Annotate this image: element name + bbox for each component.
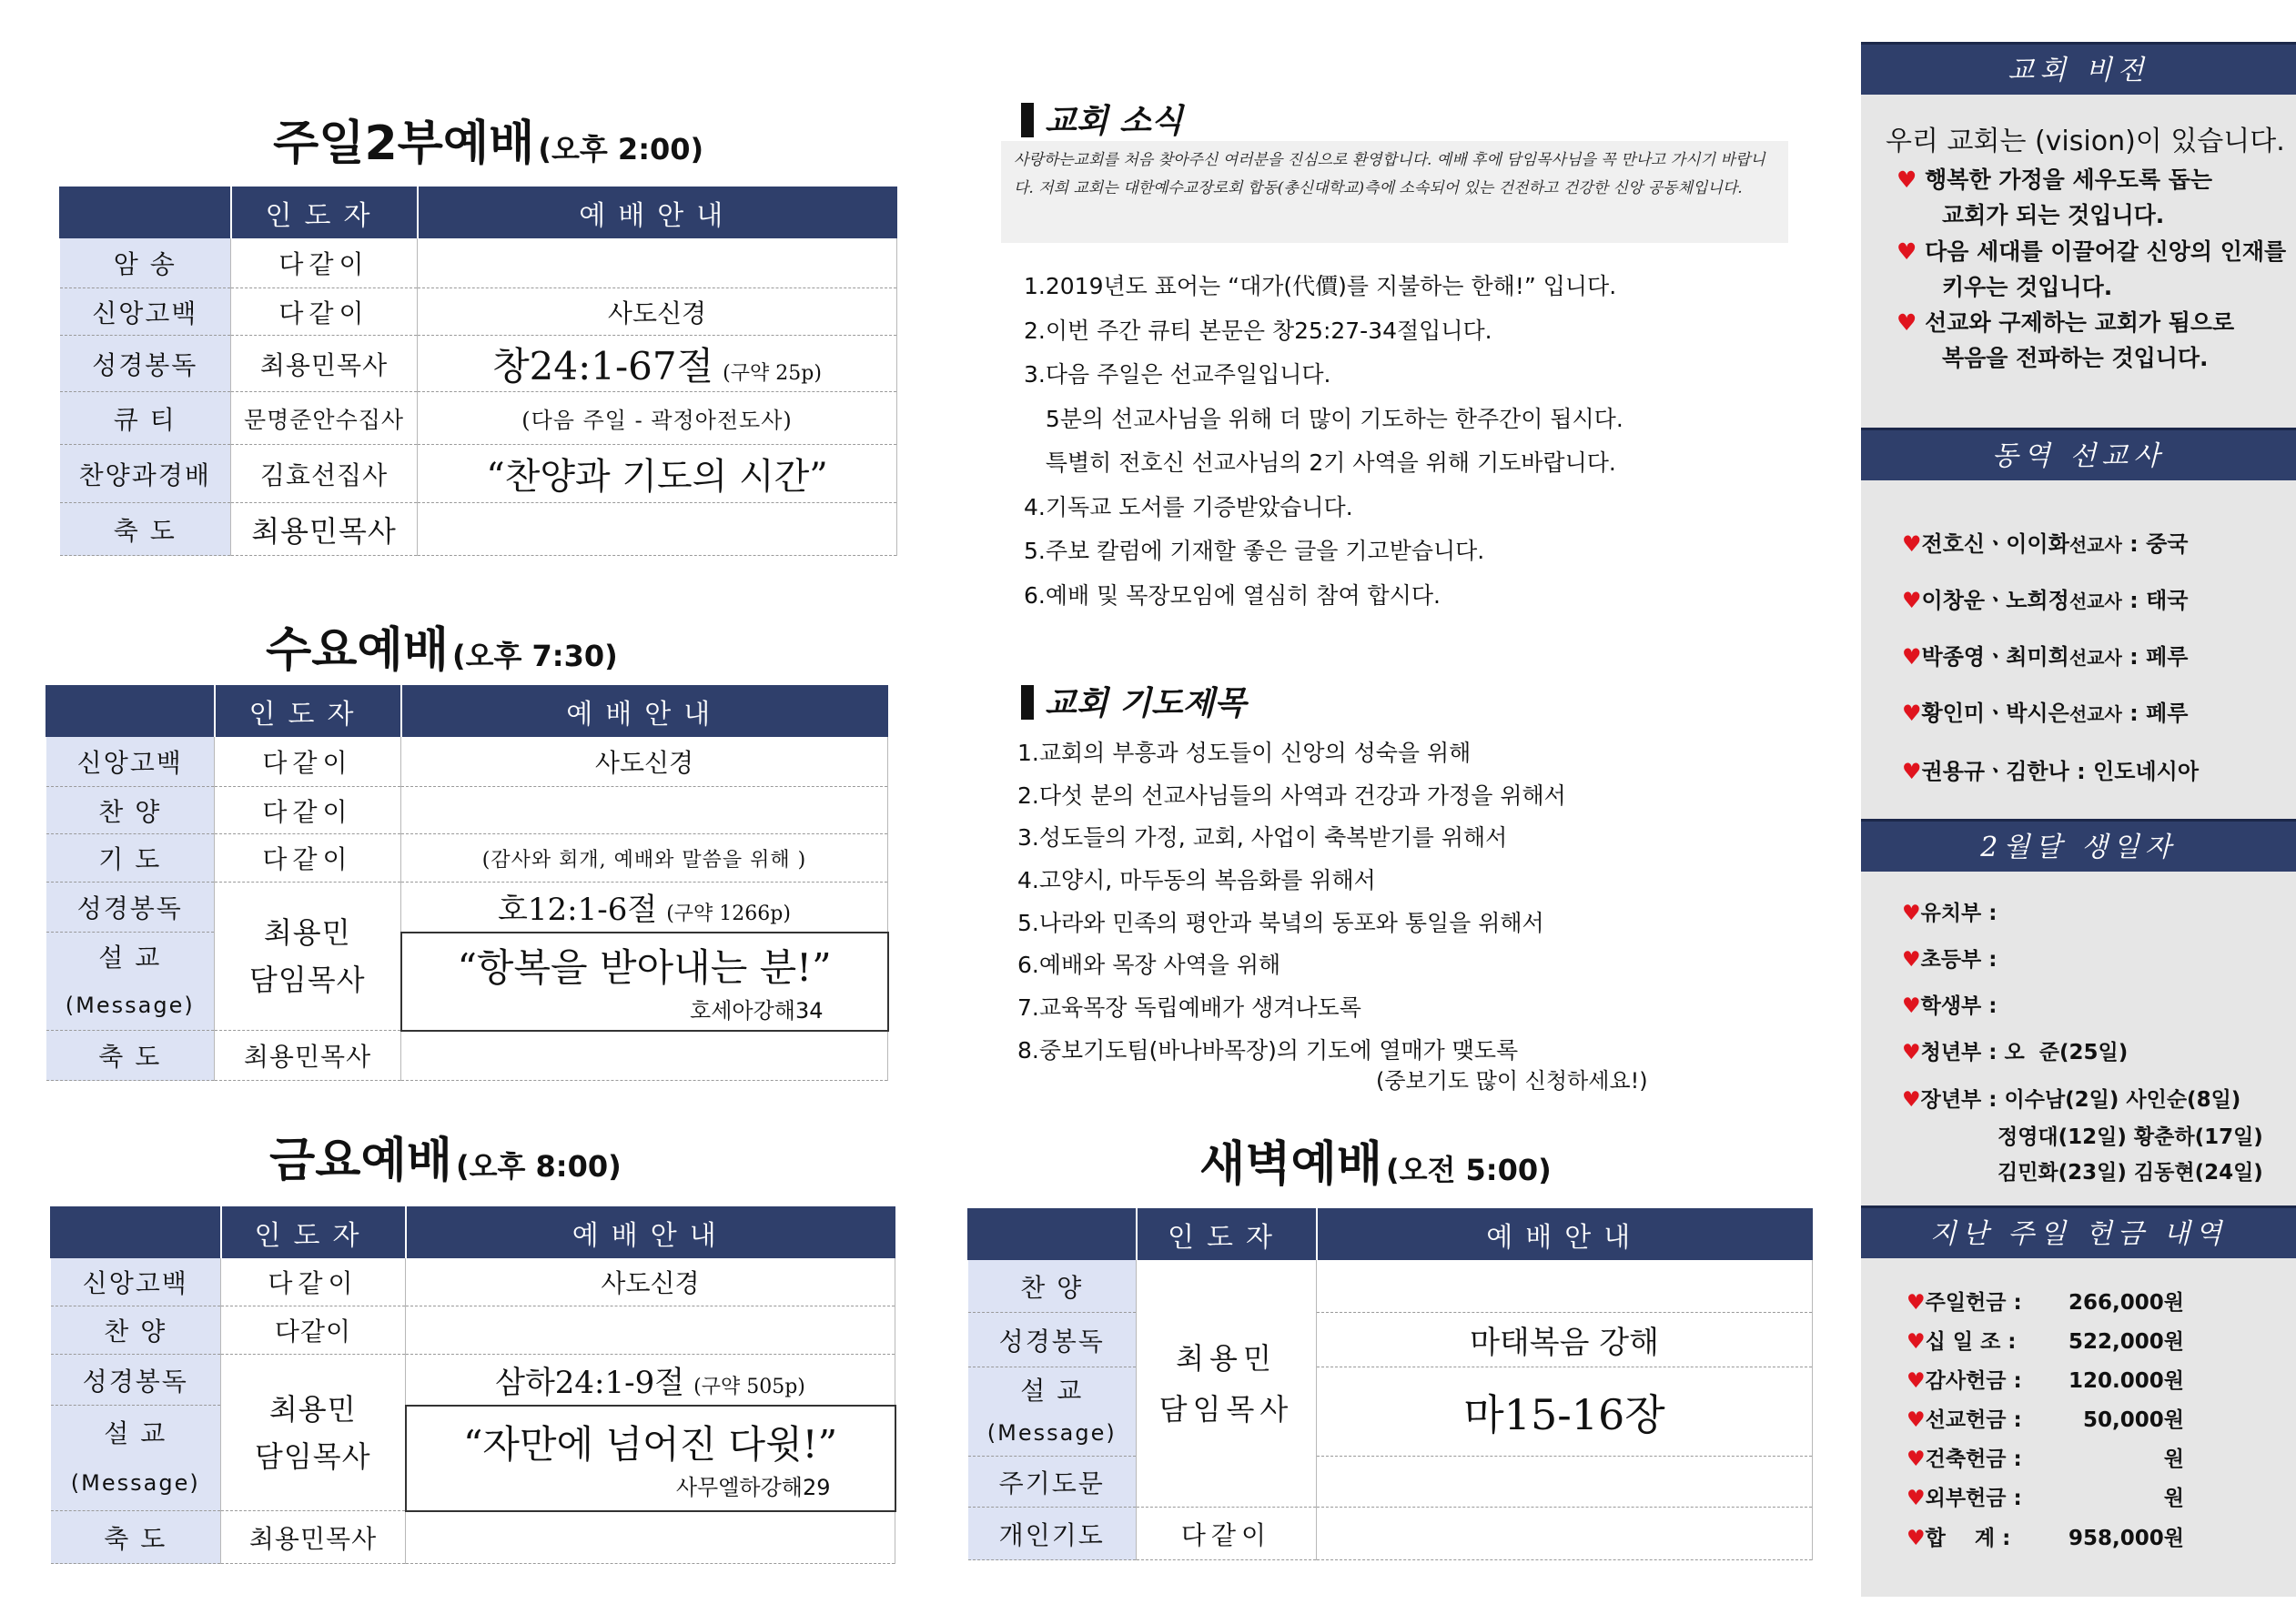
row-info xyxy=(401,1031,888,1081)
birthday-row xyxy=(1902,943,1998,973)
row-info xyxy=(406,1511,895,1564)
heart-icon: ♥ xyxy=(1902,701,1922,726)
header-cell xyxy=(968,1209,1137,1260)
offering-amount: 266,000원 xyxy=(2068,1291,2184,1315)
offering-row xyxy=(1907,1481,2271,1511)
page-ref: (구약 505p) xyxy=(693,1375,805,1398)
row-info xyxy=(418,238,897,288)
page-ref: (구약 1266p) xyxy=(666,903,791,926)
heart-icon: ♥ xyxy=(1896,309,1917,336)
friday-title xyxy=(269,1122,622,1190)
missionary-names: 전호신ㆍ이이화 xyxy=(1921,531,2069,557)
merged-leader xyxy=(215,883,401,1031)
heart-icon: ♥ xyxy=(1907,1408,1926,1432)
list-item: 2.이번 주간 큐티 본문은 창25:27-34절입니다. xyxy=(1024,317,1492,344)
vision-line: 키우는 것입니다. xyxy=(1942,274,2113,300)
birthday-row xyxy=(1902,1035,2128,1065)
offering-name: 십 일 조 : xyxy=(1925,1330,2017,1354)
dawn-title-text: 새벽예배 xyxy=(1199,1137,1382,1192)
table-row xyxy=(46,737,888,787)
list-item: 3.성도들의 가정, 교회, 사업이 축복받기를 위해서 xyxy=(1017,824,1508,852)
row-label: 신앙고백 xyxy=(60,288,231,336)
leader-title: 담임목사 xyxy=(248,963,366,997)
row-info xyxy=(401,933,888,1031)
friday-time: (오후 8:00) xyxy=(455,1149,622,1184)
heart-icon: ♥ xyxy=(1902,588,1922,613)
heart-icon: ♥ xyxy=(1902,994,1921,1018)
wednesday-table xyxy=(46,685,889,1081)
dept-name: 학생부 xyxy=(1920,994,1982,1018)
table-row xyxy=(46,883,888,933)
missionary-country: : 페루 xyxy=(2129,644,2189,670)
vision-line: 다음 세대를 이끌어갈 신앙의 인재를 xyxy=(1925,238,2287,265)
row-info: 마태복음 강해 xyxy=(1317,1313,1813,1367)
vision-line: 행복한 가정을 세우도록 돕는 xyxy=(1925,166,2213,193)
label-sub: (Message) xyxy=(65,992,195,1018)
offering-amount: 원 xyxy=(2163,1487,2184,1510)
sunday2-table xyxy=(59,187,897,556)
dawn-title xyxy=(1199,1125,1552,1194)
row-leader: 김효선집사 xyxy=(231,445,418,503)
list-item: 특별히 전호신 선교사님의 2기 사역을 위해 기도바랍니다. xyxy=(1024,449,1616,476)
offering-row xyxy=(1907,1286,2271,1316)
row-label: 축 도 xyxy=(51,1511,221,1564)
table-row xyxy=(46,933,888,1031)
leader-name: 최용민 xyxy=(263,915,351,950)
dawn-time: (오전 5:00) xyxy=(1385,1153,1552,1187)
merged-leader xyxy=(221,1355,406,1511)
row-label: 개인기도 xyxy=(968,1508,1137,1560)
news-list xyxy=(1024,268,1623,621)
missionary-names: 권용규ㆍ김한나 xyxy=(1921,759,2069,784)
birthday-names: : 오 준(25일) xyxy=(1988,1041,2129,1064)
row-label: 찬 양 xyxy=(968,1260,1137,1313)
missionary-row xyxy=(1902,582,2188,614)
header-leader: 인도자 xyxy=(215,686,401,737)
offering-name: 외부헌금 : xyxy=(1925,1487,2022,1510)
sermon-title: “항복을 받아내는 분!” xyxy=(457,945,832,990)
row-label: 신앙고백 xyxy=(51,1258,221,1306)
vision-item xyxy=(1896,162,2212,233)
row-leader: 최용민목사 xyxy=(231,336,418,392)
missionary-country: : 인도네시아 xyxy=(2077,759,2200,784)
vision-item xyxy=(1896,305,2234,376)
table-row xyxy=(51,1306,895,1355)
leader-title: 담임목사 xyxy=(1158,1391,1294,1427)
row-info xyxy=(1317,1457,1813,1508)
row-label xyxy=(968,1367,1137,1457)
heart-icon: ♥ xyxy=(1907,1527,1926,1550)
heart-icon: ♥ xyxy=(1902,1088,1921,1112)
header-info: 예배안내 xyxy=(406,1207,895,1258)
row-leader: 다같이 xyxy=(231,288,418,336)
heart-icon: ♥ xyxy=(1907,1330,1926,1354)
table-header xyxy=(46,686,888,737)
heart-icon: ♥ xyxy=(1896,238,1917,265)
sermon-series: 호세아강해34 xyxy=(690,998,824,1024)
row-leader: 최용민목사 xyxy=(221,1511,406,1564)
table-row xyxy=(60,336,897,392)
news-heading xyxy=(1021,96,1183,142)
missionary-country: : 중국 xyxy=(2129,531,2189,557)
vision-line: 복음을 전파하는 것입니다. xyxy=(1942,345,2209,371)
row-leader: 다같이 xyxy=(231,238,418,288)
friday-table xyxy=(50,1206,896,1564)
header-leader: 인도자 xyxy=(1137,1209,1317,1260)
header-info: 예배안내 xyxy=(401,686,888,737)
offering-amount: 120.000원 xyxy=(2068,1369,2184,1393)
birthday-continued: 정영대(12일) 황춘하(17일) xyxy=(1998,1125,2263,1149)
dept-name: 청년부 xyxy=(1920,1041,1982,1064)
row-info xyxy=(401,787,888,834)
table-row xyxy=(51,1511,895,1564)
vision-heading: 교회 비전 xyxy=(1861,42,2296,95)
table-row xyxy=(60,238,897,288)
row-info xyxy=(406,1306,895,1355)
table-row xyxy=(968,1457,1813,1508)
table-row xyxy=(60,392,897,445)
table-header xyxy=(60,187,897,238)
heart-icon: ♥ xyxy=(1902,531,1922,557)
dept-name: 초등부 xyxy=(1920,948,1982,972)
row-label: 성경봉독 xyxy=(968,1313,1137,1367)
scripture-ref: 삼하24:1-9절 xyxy=(495,1364,685,1401)
row-info: 사도신경 xyxy=(418,288,897,336)
table-row xyxy=(968,1367,1813,1457)
row-info: 사도신경 xyxy=(401,737,888,787)
sunday2-time: (오후 2:00) xyxy=(538,132,704,166)
birthdays-heading: 2월달 생일자 xyxy=(1861,819,2296,872)
heart-icon: ♥ xyxy=(1902,644,1922,670)
birthday-row xyxy=(1902,1083,2240,1113)
list-item: 1.교회의 부흥과 성도들이 신앙의 성숙을 위해 xyxy=(1017,740,1472,766)
missionary-names: 박종영ㆍ최미희 xyxy=(1921,644,2069,670)
missionary-row xyxy=(1902,753,2199,785)
birthday-continued: 김민화(23일) 김동현(24일) xyxy=(1998,1161,2263,1185)
friday-title-text: 금요예배 xyxy=(269,1134,452,1188)
list-item: 6.예배와 목장 사역을 위해 xyxy=(1017,952,1281,979)
offering-name: 감사헌금 : xyxy=(1925,1369,2022,1393)
row-label: 성경봉독 xyxy=(51,1355,221,1406)
list-item: 1.2019년도 표어는 “대가(代價)를 지불하는 한해!” 입니다. xyxy=(1024,273,1617,299)
heart-icon: ♥ xyxy=(1902,1041,1921,1064)
scripture-ref: 창24:1-67절 xyxy=(492,343,714,388)
birthday-row xyxy=(1902,989,1998,1019)
heart-icon: ♥ xyxy=(1902,948,1921,972)
row-label xyxy=(46,933,215,1031)
table-row xyxy=(968,1260,1813,1313)
row-info xyxy=(1317,1260,1813,1313)
vision-line: 선교와 구제하는 교회가 됨으로 xyxy=(1925,309,2235,336)
row-info: (감사와 회개, 예배와 말씀을 위해 ) xyxy=(401,834,888,883)
label-main: 설 교 xyxy=(1020,1375,1084,1406)
row-info: (다음 주일 - 곽정아전도사) xyxy=(418,392,897,445)
list-item: 4.기독교 도서를 기증받았습니다. xyxy=(1024,493,1353,520)
birthday-names: : xyxy=(1988,902,1998,925)
scripture-ref: 호12:1-6절 xyxy=(498,892,658,929)
label-main: 설 교 xyxy=(98,942,162,973)
offering-amount: 원 xyxy=(2163,1447,2184,1471)
offering-row xyxy=(1907,1521,2271,1551)
offering-row xyxy=(1907,1325,2271,1355)
missionaries-heading: 동역 선교사 xyxy=(1861,428,2296,480)
row-info xyxy=(418,503,897,556)
header-leader: 인도자 xyxy=(231,187,418,238)
sunday2-title-text: 주일2부예배 xyxy=(273,116,535,171)
wednesday-title-text: 수요예배 xyxy=(266,623,449,678)
list-item: 4.고양시, 마두동의 복음화를 위해서 xyxy=(1017,867,1376,894)
birthday-row xyxy=(1902,896,1998,926)
list-item: 5분의 선교사님을 위해 더 많이 기도하는 한주간이 됩시다. xyxy=(1024,405,1623,432)
list-item: 7.교육목장 독립예배가 생겨나도록 xyxy=(1017,994,1361,1022)
header-cell xyxy=(51,1207,221,1258)
sermon-series: 사무엘하강해29 xyxy=(675,1475,831,1500)
missionary-names: 황인미ㆍ박시은 xyxy=(1921,701,2069,726)
list-item: 5.나라와 민족의 평안과 북녘의 동포와 통일을 위해서 xyxy=(1017,909,1544,936)
table-header xyxy=(968,1209,1813,1260)
table-row xyxy=(968,1313,1813,1367)
list-item: 3.다음 주일은 선교주일입니다. xyxy=(1024,361,1331,388)
header-cell xyxy=(46,686,215,737)
label-sub: (Message) xyxy=(986,1419,1117,1446)
vision-main-text: 우리 교회는 (vision)이 있습니다. xyxy=(1886,126,2285,157)
table-row xyxy=(46,1031,888,1081)
heart-icon: ♥ xyxy=(1907,1447,1926,1471)
header-cell xyxy=(60,187,231,238)
row-info: 사도신경 xyxy=(406,1258,895,1306)
heart-icon: ♥ xyxy=(1896,166,1917,193)
table-row xyxy=(51,1355,895,1406)
sermon-title: “자만에 넘어진 다윗!” xyxy=(462,1422,838,1467)
leader-name: 최용민 xyxy=(1176,1340,1277,1376)
offering-name: 건축헌금 : xyxy=(1925,1447,2022,1471)
square-bar-icon xyxy=(1021,685,1034,720)
list-item: 2.다섯 분의 선교사님들의 사역과 건강과 가정을 위해서 xyxy=(1017,782,1566,809)
leader-name: 최용민 xyxy=(268,1391,357,1427)
prayer-note: (중보기도 많이 신청하세요!) xyxy=(1376,1068,1648,1094)
row-label xyxy=(51,1406,221,1511)
header-info: 예배안내 xyxy=(418,187,897,238)
row-label: 찬 양 xyxy=(51,1306,221,1355)
leader-title: 담임목사 xyxy=(254,1438,371,1474)
offering-name: 선교헌금 : xyxy=(1925,1408,2022,1432)
offering-row xyxy=(1907,1403,2271,1433)
table-row xyxy=(46,787,888,834)
row-label: 큐 티 xyxy=(60,392,231,445)
list-item: 6.예배 및 목장모임에 열심히 참여 합시다. xyxy=(1024,581,1441,609)
row-leader: 다같이 xyxy=(1137,1508,1317,1560)
vision-item xyxy=(1896,234,2286,305)
row-leader: 다같이 xyxy=(221,1306,406,1355)
dept-name: 유치부 xyxy=(1920,902,1982,925)
row-label: 암 송 xyxy=(60,238,231,288)
offering-amount: 50,000원 xyxy=(2083,1408,2184,1432)
missionary-role: 선교사 xyxy=(2068,534,2122,556)
row-info: “찬양과 기도의 시간” xyxy=(418,445,897,503)
heart-icon: ♥ xyxy=(1907,1487,1926,1510)
offering-row xyxy=(1907,1442,2271,1472)
table-row xyxy=(60,445,897,503)
row-label: 주기도문 xyxy=(968,1457,1137,1508)
table-row xyxy=(60,288,897,336)
missionary-row xyxy=(1902,695,2188,727)
row-leader: 다같이 xyxy=(221,1258,406,1306)
wednesday-title xyxy=(266,611,618,680)
table-row xyxy=(60,503,897,556)
row-label: 기 도 xyxy=(46,834,215,883)
news-heading-text: 교회 소식 xyxy=(1045,103,1183,140)
table-row xyxy=(51,1406,895,1511)
sunday2-title xyxy=(273,105,703,173)
heart-icon: ♥ xyxy=(1907,1369,1926,1393)
row-info xyxy=(418,336,897,392)
missionary-country: : 페루 xyxy=(2129,701,2189,726)
list-item: 5.주보 칼럼에 기재할 좋은 글을 기고받습니다. xyxy=(1024,538,1485,564)
table-header xyxy=(51,1207,895,1258)
welcome-text: 사랑하는교회를 처음 찾아주신 여러분을 진심으로 환영합니다. 예배 후에 담임목사님을 꼭 만나고 가시기 바랍니다. 저희 교회는 대한예수교장로회 합동(총신대학교)측에 소속되어 있는 건전하고 건강한 신앙 공동체입니다. xyxy=(1001,141,1788,243)
table-row xyxy=(968,1508,1813,1560)
missionary-row xyxy=(1902,639,2188,671)
row-info xyxy=(406,1355,895,1406)
row-label: 축 도 xyxy=(60,503,231,556)
prayer-heading xyxy=(1021,678,1246,724)
offering-amount: 958,000원 xyxy=(2068,1527,2184,1550)
square-bar-icon xyxy=(1021,103,1034,137)
birthday-names: : 이수남(2일) 사인순(8일) xyxy=(1988,1088,2241,1112)
missionary-role: 선교사 xyxy=(2068,703,2122,725)
row-leader: 다같이 xyxy=(215,787,401,834)
table-row xyxy=(46,834,888,883)
offering-name: 합 계 : xyxy=(1925,1527,2011,1550)
label-sub: (Message) xyxy=(70,1469,200,1496)
header-info: 예배안내 xyxy=(1317,1209,1813,1260)
missionary-role: 선교사 xyxy=(2068,590,2122,612)
offering-name: 주일헌금 : xyxy=(1925,1291,2022,1315)
page-ref: (구약 25p) xyxy=(723,361,822,385)
row-info xyxy=(401,883,888,933)
missionary-row xyxy=(1902,526,2188,558)
offering-heading: 지난 주일 헌금 내역 xyxy=(1861,1205,2296,1258)
row-leader: 다같이 xyxy=(215,737,401,787)
row-label: 신앙고백 xyxy=(46,737,215,787)
row-info xyxy=(1317,1508,1813,1560)
row-label: 찬양과경배 xyxy=(60,445,231,503)
row-leader: 최용민목사 xyxy=(231,503,418,556)
row-label: 성경봉독 xyxy=(60,336,231,392)
heart-icon: ♥ xyxy=(1902,902,1921,925)
heart-icon: ♥ xyxy=(1902,759,1922,784)
label-main: 설 교 xyxy=(104,1417,167,1448)
heart-icon: ♥ xyxy=(1907,1291,1926,1315)
list-item: 8.중보기도팀(바나바목장)의 기도에 열매가 맺도록 xyxy=(1017,1036,1519,1064)
row-label: 찬 양 xyxy=(46,787,215,834)
row-leader: 다같이 xyxy=(215,834,401,883)
row-info xyxy=(406,1406,895,1511)
vision-line: 교회가 되는 것입니다. xyxy=(1942,202,2165,228)
missionary-country: : 태국 xyxy=(2129,588,2189,613)
missionary-names: 이창운ㆍ노희정 xyxy=(1921,588,2069,613)
merged-leader xyxy=(1137,1260,1317,1508)
wednesday-time: (오후 7:30) xyxy=(451,639,618,673)
offering-row xyxy=(1907,1364,2271,1394)
row-info: 마15-16장 xyxy=(1317,1367,1813,1457)
row-label: 성경봉독 xyxy=(46,883,215,933)
missionary-role: 선교사 xyxy=(2068,647,2122,669)
prayer-list xyxy=(1017,735,1566,1075)
row-label: 축 도 xyxy=(46,1031,215,1081)
birthday-names: : xyxy=(1988,948,1998,972)
prayer-heading-text: 교회 기도제목 xyxy=(1045,685,1247,722)
row-leader: 최용민목사 xyxy=(215,1031,401,1081)
dept-name: 장년부 xyxy=(1920,1088,1982,1112)
row-leader: 문명준안수집사 xyxy=(231,392,418,445)
dawn-table xyxy=(967,1208,1813,1560)
birthday-names: : xyxy=(1988,994,1998,1018)
table-row xyxy=(51,1258,895,1306)
offering-amount: 522,000원 xyxy=(2068,1330,2184,1354)
header-leader: 인도자 xyxy=(221,1207,406,1258)
